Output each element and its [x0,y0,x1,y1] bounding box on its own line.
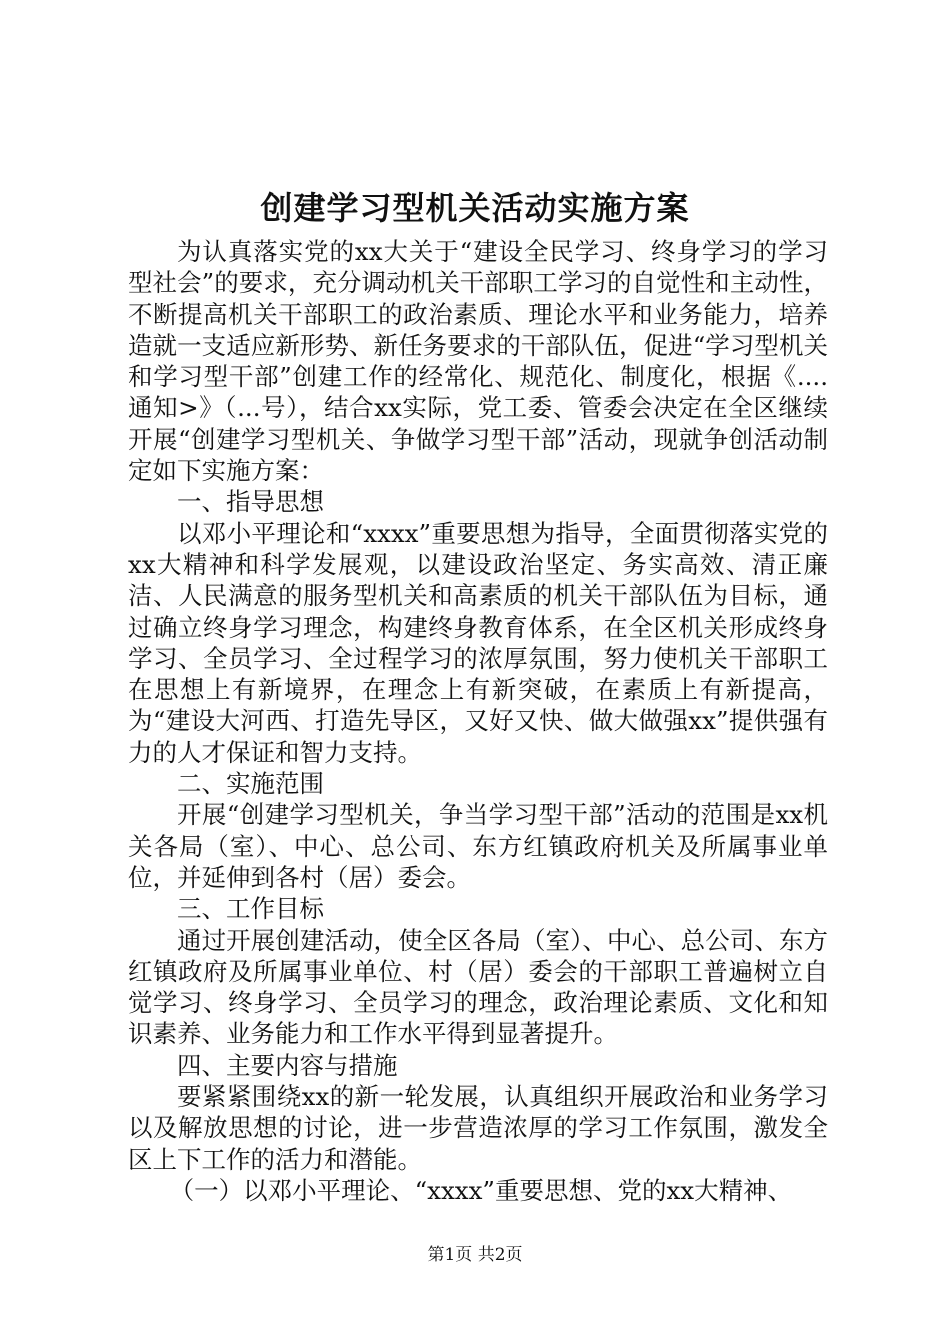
goals-paragraph: 通过开展创建活动，使全区各局（室）、中心、总公司、东方红镇政府及所属事业单位、村（居）委会的干部职工普遍树立自觉学习、终身学习、全员学习的理念，政治理论素质、文化和知识素养、业务能力和工作水平得到显著提升。 [128,925,828,1049]
section-heading-content-measures: 四、主要内容与措施 [177,1050,398,1080]
scope-paragraph: 开展“创建学习型机关，争当学习型干部”活动的范围是xx机关各局（室）、中心、总公司、东方红镇政府机关及所属事业单位，并延伸到各村（居）委会。 [128,800,828,892]
document-body [128,236,828,1206]
subsection-one-paragraph: （一）以邓小平理论、“xxxx”重要思想、党的xx大精神、 [169,1175,793,1205]
section-heading-goals: 三、工作目标 [177,894,324,924]
document-title: 创建学习型机关活动实施方案 [260,189,690,227]
content-measures-paragraph: 要紧紧围绕xx的新一轮发展，认真组织开展政治和业务学习以及解放思想的讨论，进一步营造浓厚的学习工作氛围，激发全区上下工作的活力和潜能。 [128,1082,828,1174]
section-heading-guiding-thought: 一、指导思想 [177,487,324,517]
page-number-footer: 第1页 共2页 [427,1245,523,1265]
guiding-thought-paragraph: 以邓小平理论和“xxxx”重要思想为指导，全面贯彻落实党的xx大精神和科学发展观，以建设政治坚定、务实高效、清正廉洁、人民满意的服务型机关和高素质的机关干部队伍为目标，通过确立终身学习理念，构建终身教育体系，在全区机关形成终身学习、全员学习、全过程学习的浓厚氛围，努力使机关干部职工在思想上有新境界，在理念上有新突破，在素质上有新提高，为“建设大河西、打造先导区，又好又快、做大做强xx”提供强有力的人才保证和智力支持。 [128,518,828,767]
intro-paragraph: 为认真落实党的xx大关于“建设全民学习、终身学习的学习型社会”的要求，充分调动机关干部职工学习的自觉性和主动性，不断提高机关干部职工的政治素质、理论水平和业务能力，培养造就一支适应新形势、新任务要求的干部队伍，促进“学习型机关和学习型干部”创建工作的经常化、规范化、制度化，根据《....通知>》（...号），结合xx实际，党工委、管委会决定在全区继续开展“创建学习型机关、争做学习型干部”活动，现就争创活动制定如下实施方案： [128,237,828,486]
section-heading-scope: 二、实施范围 [177,769,324,799]
